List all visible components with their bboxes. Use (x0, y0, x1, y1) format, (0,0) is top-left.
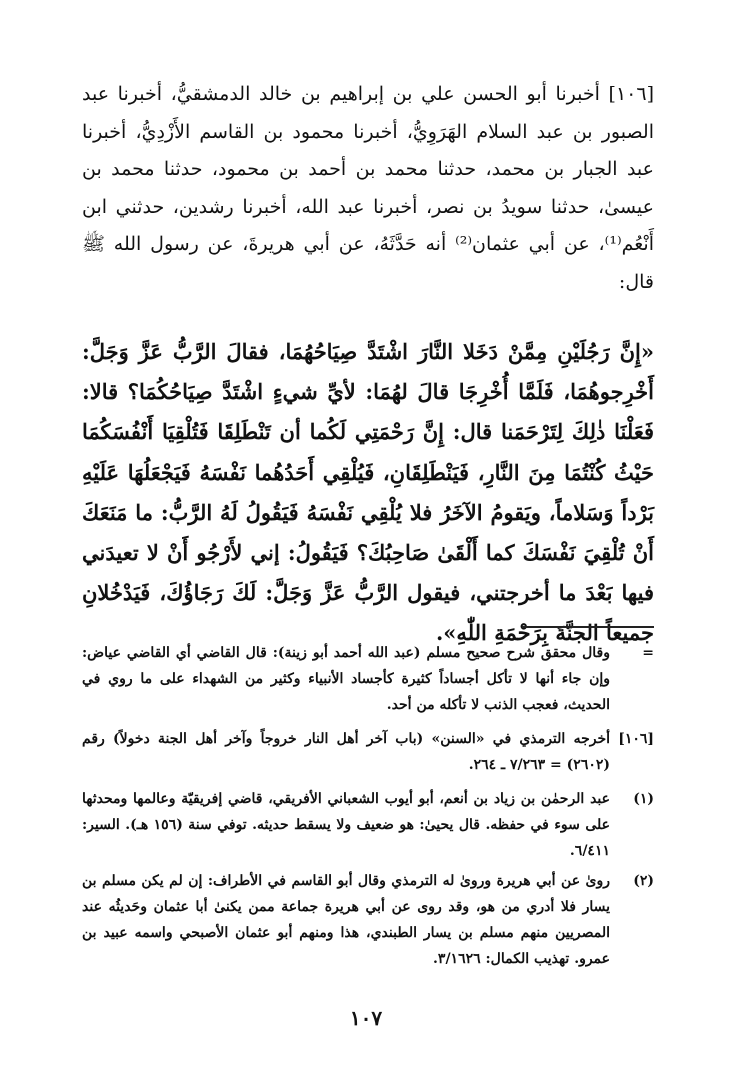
footnote-continued (82, 640, 654, 718)
footnote-hadith-source (82, 726, 654, 778)
hadith-isnad-paragraph (82, 76, 654, 302)
footnote-text: وقال محقق شرح صحيح مسلم (عبد الله أحمد أبو زينة): قال القاضي أي القاضي عياض: وإن جاء أنها لا تأكل أجساداً كثيرة كأجساد الأنبياء وكثير من الشهداء على ما روي في الحديث، فعجب الذنب لا تأكله من أحد. (82, 645, 610, 713)
footnote-marker: = (642, 645, 654, 661)
footnote-marker: (١) (633, 791, 654, 807)
footnote-2 (82, 868, 654, 972)
footnote-1 (82, 786, 654, 864)
footnote-text: روىٰ عن أبي هريرة وروىٰ له الترمذي وقال أبو القاسم في الأطراف: إن لم يكن مسلم بن يسار فلا أدري من هو، وقد روى عن أبي هريرة جماعة ممن يكنىٰ أبا عثمان وحَديثُه عند المصريين منهم مسلم بن يسار الطبندي، هذا ومنهم أبو عثمان الأصبحي واسمه عبيد بن عمرو. تهذيب الكمال: ٣/١٦٢٦. (82, 873, 610, 967)
footnote-marker: [١٠٦] (618, 731, 654, 747)
footnote-text: أخرجه الترمذي في «السنن» (باب آخر أهل النار خروجاً وآخر أهل الجنة دخولاً) رقم (٢٦٠٢) = ٧/٢٦٣ ـ ٢٦٤. (82, 731, 610, 773)
isnad-text: أخبرنا أبو الحسن علي بن إبراهيم بن خالد الدمشقيُّ، أخبرنا عبد الصبور بن عبد السلام الهَرَوِيُّ، أخبرنا محمود بن القاسم الأَزْدِيُّ، أخبرنا عبد الجبار بن محمد، حدثنا محمد بن أحمد بن محمود، حدثنا محمد بن عيسىٰ، حدثنا سويدُ بن نصر، أخبرنا عبد الله، أخبرنا رشدين، حدثني ابن أَنْعُم⁽¹⁾، عن أبي عثمان⁽²⁾ أنه حَدَّثَهُ، عن أبي هريرةَ، عن رسول الله ﷺ قال: (82, 83, 654, 293)
footnote-marker: (٢) (633, 873, 654, 889)
page-number: ١٠٧ (349, 1006, 383, 1030)
hadith-matn-paragraph (82, 332, 654, 654)
footnote-separator (522, 626, 654, 628)
hadith-reference-number: [١٠٦] (608, 83, 654, 105)
matn-text: «إِنَّ رَجُلَيْنِ مِمَّنْ دَخَلا النَّارَ اشْتَدَّ صِيَاحُهُمَا، فقالَ الرَّبُّ عَزَّ وَجَلَّ: أَخْرِجوهُمَا، فَلَمَّا أُخْرِجَا قالَ لهُمَا: لأيِّ شيءٍ اشْتَدَّ صِيَاحُكُمَا؟ قالا: فَعَلْنَا ذٰلِكَ لِتَرْحَمَنا قال: إِنَّ رَحْمَتِي لَكُما أن تَنْطَلِقَا فَتُلْقِيَا أَنْفُسَكُمَا حَيْثُ كُنْتُمَا مِنَ النَّارِ، فَيَنْطَلِقَانِ، فَيُلْقِي أَحَدُهُما نَفْسَهُ فَيَجْعَلُهَا عَلَيْهِ بَرْداً وَسَلاماً، ويَقومُ الآخَرُ فلا يُلْقِي نَفْسَهُ فَيَقُولُ لَهُ الرَّبُّ: ما مَنَعَكَ أَنْ تُلْقِيَ نَفْسَكَ كما أَلْقَىٰ صَاحِبُكَ؟ فَيَقُولُ: إني لأَرْجُو أَنْ لا تعيدَني فيها بَعْدَ ما أخرجتني، فيقول الرَّبُّ عَزَّ وَجَلَّ: لَكَ رَجَاؤُكَ، فَيَدْخُلانِ جميعاً الجنَّةَ بِرَحْمَةِ اللّٰهِ». (82, 339, 654, 646)
footnote-text: عبد الرحمٰن بن زياد بن أنعم، أبو أيوب الشعباني الأفريقي، قاضي إفريقيّة وعالمها ومحدثها على سوء في حفظه. قال يحيىٰ: هو ضعيف ولا يسقط حديثه. توفي سنة (١٥٦ هـ). السير: ٦/٤١١. (82, 791, 610, 859)
